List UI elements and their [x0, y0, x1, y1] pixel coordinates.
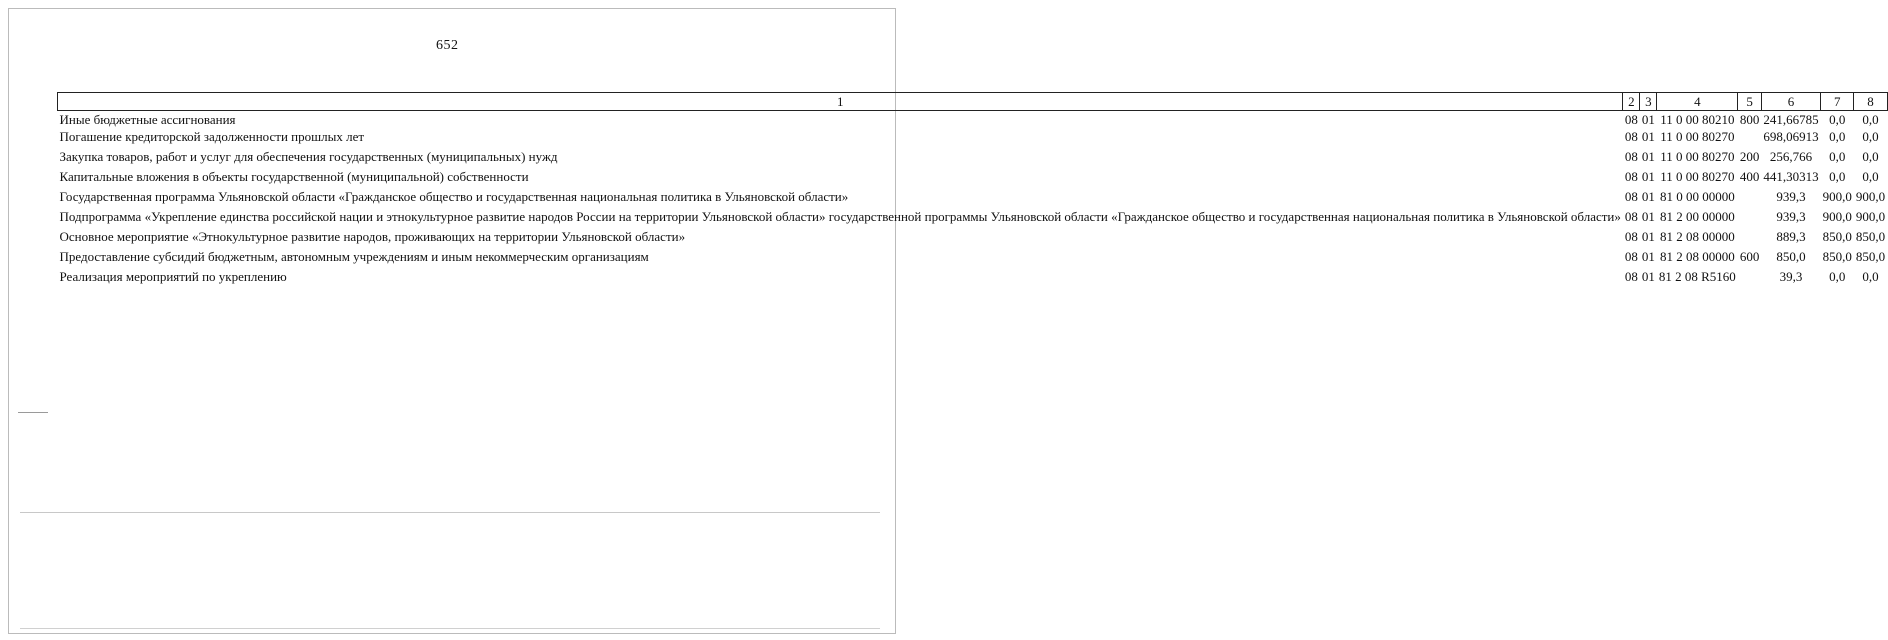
- row-section: 08: [1624, 209, 1638, 224]
- row-value-8: 0,0: [1862, 129, 1879, 144]
- row-name: Реализация мероприятий по укреплению: [59, 269, 287, 284]
- row-target-code: 81 2 08 00000: [1659, 249, 1735, 264]
- scan-artifact-line: [20, 628, 880, 629]
- row-value-7: 0,0: [1829, 129, 1846, 144]
- table-row: [58, 268, 1888, 288]
- row-value-7: 0,0: [1829, 112, 1846, 127]
- row-section: 08: [1624, 129, 1638, 144]
- row-name: Государственная программа Ульяновской области «Гражданское общество и государственная национальная политика в Ульяновской области»: [59, 189, 849, 204]
- row-subsection: 01: [1641, 149, 1655, 164]
- table-row: [58, 248, 1888, 268]
- row-value-6: 698,06913: [1763, 129, 1819, 144]
- row-value-7: 0,0: [1829, 149, 1846, 164]
- table-row: [58, 208, 1888, 228]
- row-name: Иные бюджетные ассигнования: [59, 112, 236, 127]
- row-value-6: 939,3: [1776, 209, 1806, 224]
- row-value-8: 0,0: [1862, 169, 1879, 184]
- header-col-2: 2: [1623, 93, 1640, 111]
- row-value-8: 850,0: [1855, 229, 1886, 244]
- row-value-6: 241,66785: [1763, 112, 1819, 127]
- row-name: Основное мероприятие «Этнокультурное развитие народов, проживающих на территории Ульяновской области»: [59, 229, 686, 244]
- row-subsection: 01: [1641, 129, 1655, 144]
- row-value-8: 850,0: [1855, 249, 1886, 264]
- table-row: [58, 148, 1888, 168]
- row-value-6: 939,3: [1776, 189, 1806, 204]
- row-name: Капитальные вложения в объекты государственной (муниципальной) собственности: [59, 169, 529, 184]
- row-expense-type: [1738, 208, 1762, 228]
- row-value-7: 900,0: [1822, 209, 1852, 224]
- row-target-code: 11 0 00 80270: [1660, 169, 1735, 184]
- header-col-3: 3: [1640, 93, 1657, 111]
- row-target-code: 11 0 00 80270: [1660, 129, 1735, 144]
- row-section: 08: [1624, 249, 1638, 264]
- row-target-code: 81 2 08 R5160: [1658, 269, 1736, 284]
- row-name: Предоставление субсидий бюджетным, автономным учреждениям и иным некоммерческим организациям: [59, 249, 649, 264]
- row-subsection: 01: [1641, 189, 1655, 204]
- page-number: 652: [436, 38, 459, 53]
- header-col-4: 4: [1657, 93, 1738, 111]
- row-expense-type: 200: [1739, 149, 1760, 164]
- row-section: 08: [1624, 169, 1638, 184]
- header-col-7: 7: [1821, 93, 1854, 111]
- row-section: 08: [1624, 189, 1638, 204]
- row-subsection: 01: [1641, 112, 1655, 127]
- table-row: [58, 188, 1888, 208]
- row-subsection: 01: [1641, 209, 1655, 224]
- row-expense-type: [1738, 128, 1762, 148]
- table-row: [58, 128, 1888, 148]
- table-row: [58, 111, 1888, 129]
- row-value-7: 0,0: [1829, 169, 1846, 184]
- row-value-8: 0,0: [1862, 269, 1879, 284]
- row-target-code: 81 0 00 00000: [1659, 189, 1735, 204]
- row-target-code: 11 0 00 80270: [1660, 149, 1735, 164]
- scan-artifact-line: [18, 412, 48, 413]
- row-target-code: 81 2 00 00000: [1659, 209, 1735, 224]
- header-col-8: 8: [1854, 93, 1887, 111]
- row-value-8: 0,0: [1862, 112, 1879, 127]
- row-name: Подпрограмма «Укрепление единства российской нации и этнокультурное развитие народов России на территории Ульяновской области» государственной программы Ульяновской области «Гражданское общество и государственная национальная политика в Ульяновской области»: [59, 209, 1621, 224]
- row-section: 08: [1624, 112, 1638, 127]
- header-col-1: 1: [58, 93, 1623, 111]
- row-value-7: 900,0: [1822, 189, 1852, 204]
- row-target-code: 11 0 00 80210: [1660, 112, 1735, 127]
- row-value-8: 900,0: [1855, 209, 1886, 224]
- row-value-6: 441,30313: [1763, 169, 1819, 184]
- table-row: [58, 168, 1888, 188]
- row-value-7: 850,0: [1822, 249, 1852, 264]
- row-expense-type: 800: [1739, 112, 1760, 127]
- row-value-6: 256,766: [1769, 149, 1813, 164]
- row-subsection: 01: [1641, 249, 1655, 264]
- budget-table: [57, 92, 1888, 288]
- row-name: Закупка товаров, работ и услуг для обеспечения государственных (муниципальных) нужд: [59, 149, 558, 164]
- row-value-7: 850,0: [1822, 229, 1852, 244]
- row-subsection: 01: [1641, 169, 1655, 184]
- row-value-6: 889,3: [1776, 229, 1806, 244]
- row-expense-type: [1738, 188, 1762, 208]
- row-value-8: 0,0: [1862, 149, 1879, 164]
- row-value-7: 0,0: [1829, 269, 1846, 284]
- row-value-8: 900,0: [1855, 189, 1886, 204]
- row-expense-type: [1738, 228, 1762, 248]
- row-expense-type: 400: [1739, 169, 1760, 184]
- row-expense-type: [1738, 268, 1762, 288]
- row-subsection: 01: [1641, 269, 1655, 284]
- table-row: [58, 228, 1888, 248]
- row-value-6: 39,3: [1779, 269, 1803, 284]
- row-section: 08: [1624, 149, 1638, 164]
- header-col-6: 6: [1761, 93, 1820, 111]
- header-col-5: 5: [1738, 93, 1762, 111]
- table-header-row: [58, 93, 1888, 111]
- row-value-6: 850,0: [1776, 249, 1806, 264]
- row-section: 08: [1624, 269, 1638, 284]
- row-subsection: 01: [1641, 229, 1655, 244]
- row-target-code: 81 2 08 00000: [1659, 229, 1735, 244]
- row-name: Погашение кредиторской задолженности прошлых лет: [59, 129, 365, 144]
- scan-artifact-line: [20, 512, 880, 513]
- row-section: 08: [1624, 229, 1638, 244]
- row-expense-type: 600: [1739, 249, 1760, 264]
